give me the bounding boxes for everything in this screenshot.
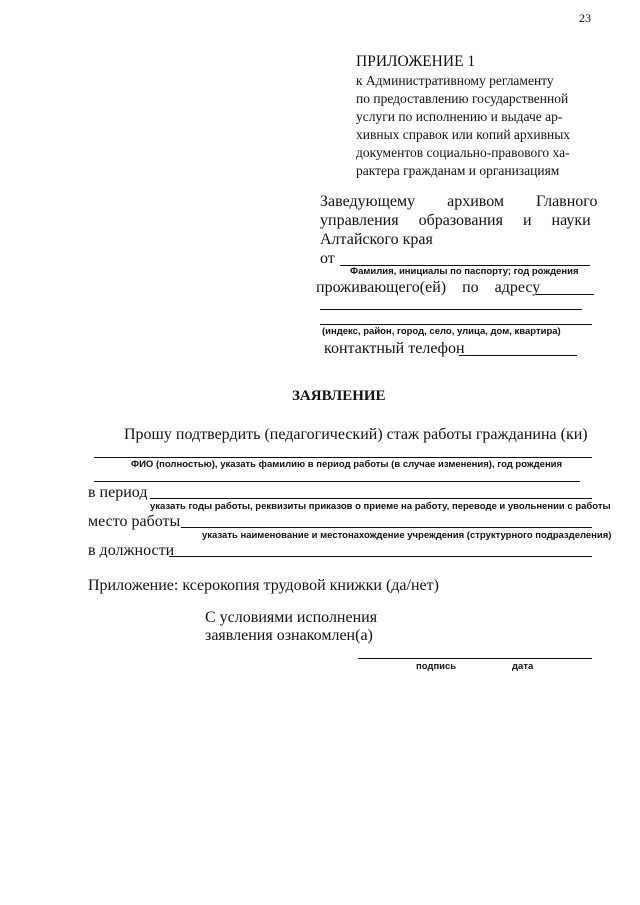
conditions-line-1: С условиями исполнения <box>205 609 378 626</box>
address-field-line-3[interactable] <box>320 324 592 325</box>
phone-field-line[interactable] <box>459 355 577 356</box>
fio-field-line-2[interactable] <box>94 481 580 482</box>
addressee-line-1: Заведующему архивом Главного <box>320 193 598 210</box>
address-field-line-2[interactable] <box>320 309 582 310</box>
appendix-line: по предоставлению государственной <box>356 91 569 106</box>
appendix-title: ПРИЛОЖЕНИЕ 1 <box>356 53 476 70</box>
appendix-line: документов социально-правового ха- <box>356 145 570 160</box>
residing-label: проживающего(ей) по адресу <box>316 279 541 296</box>
from-caption: Фамилия, инициалы по паспорту; год рождения <box>350 266 579 277</box>
appendix-line: хивных справок или копий архивных <box>356 127 571 142</box>
request-text: Прошу подтвердить (педагогический) стаж работы гражданина (ки) <box>124 426 588 443</box>
addressee-line-3: Алтайского края <box>320 231 433 248</box>
workplace-field-line[interactable] <box>181 527 592 528</box>
appendix-block <box>356 53 596 180</box>
fio-caption: ФИО (полностью), указать фамилию в период работы (в случае изменения), год рождения <box>131 459 563 470</box>
address-field-line-1[interactable] <box>536 294 594 295</box>
period-caption: указать годы работы, реквизиты приказов о приеме на работу, переводе и увольнении с работы <box>150 501 611 512</box>
attachment-text: Приложение: ксерокопия трудовой книжки (да/нет) <box>88 577 439 594</box>
appendix-line: к Административному регламенту <box>356 73 554 88</box>
appendix-line: рактера гражданам и организациям <box>356 163 560 178</box>
signature-date-line[interactable] <box>358 658 592 659</box>
addressee-line-2: управления образования и науки <box>320 212 591 229</box>
address-caption: (индекс, район, город, село, улица, дом, квартира) <box>322 326 561 337</box>
page-number: 23 <box>579 11 591 25</box>
phone-label: контактный телефон <box>324 340 465 357</box>
from-label: от <box>320 250 335 267</box>
fio-field-line[interactable] <box>94 457 592 458</box>
conditions-line-2: заявления ознакомлен(а) <box>205 627 373 644</box>
signature-caption: подпись <box>416 661 457 672</box>
appendix-line: услуги по исполнению и выдаче ар- <box>356 109 563 124</box>
date-caption: дата <box>512 661 534 672</box>
workplace-label: место работы <box>88 513 181 530</box>
statement-title: ЗАЯВЛЕНИЕ <box>292 388 386 404</box>
period-field-line[interactable] <box>150 498 592 499</box>
position-field-line[interactable] <box>169 556 592 557</box>
position-label: в должности <box>88 542 175 559</box>
period-label: в период <box>88 484 148 501</box>
workplace-caption: указать наименование и местонахождение учреждения (структурного подразделения) <box>202 530 612 541</box>
